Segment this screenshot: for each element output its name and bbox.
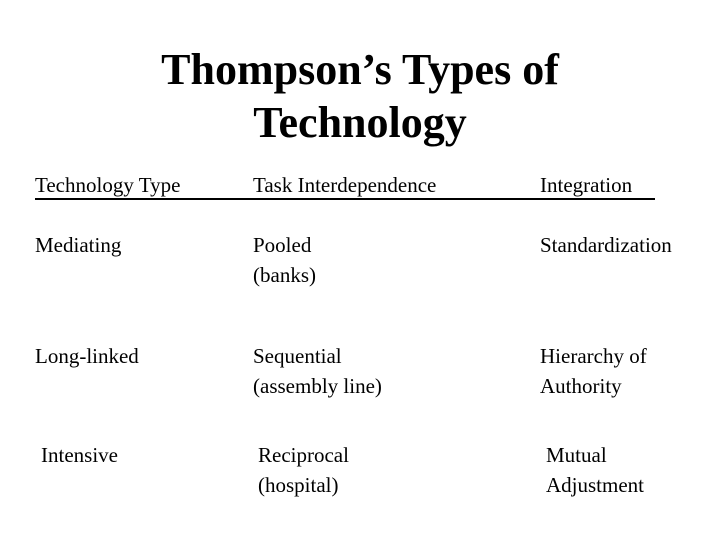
row-intensive-interdependence-line-1: Reciprocal <box>258 443 349 467</box>
row-long-linked-interdependence-line-2: (assembly line) <box>253 374 382 398</box>
row-intensive-type: Intensive <box>41 443 118 467</box>
column-header-integration: Integration <box>540 173 633 197</box>
slide-title-line-1: Thompson’s Types of <box>161 45 559 94</box>
slide-title-line-2: Technology <box>253 98 467 147</box>
row-long-linked-interdependence-line-1: Sequential <box>253 344 342 368</box>
row-long-linked-integration-line-2: Authority <box>540 374 622 398</box>
row-mediating-interdependence-line-1: Pooled <box>253 233 312 257</box>
row-mediating-integration: Standardization <box>540 233 672 257</box>
row-mediating-interdependence-line-2: (banks) <box>253 263 316 287</box>
row-intensive-interdependence-line-2: (hospital) <box>258 473 339 497</box>
row-mediating-type: Mediating <box>35 233 122 257</box>
header-underline <box>35 198 655 200</box>
row-long-linked-type: Long-linked <box>35 344 139 368</box>
column-header-task-interdependence: Task Interdependence <box>253 173 437 197</box>
column-header-technology-type: Technology Type <box>35 173 181 197</box>
row-intensive-integration-line-2: Adjustment <box>546 473 644 497</box>
row-intensive-integration-line-1: Mutual <box>546 443 607 467</box>
row-long-linked-integration-line-1: Hierarchy of <box>540 344 647 368</box>
